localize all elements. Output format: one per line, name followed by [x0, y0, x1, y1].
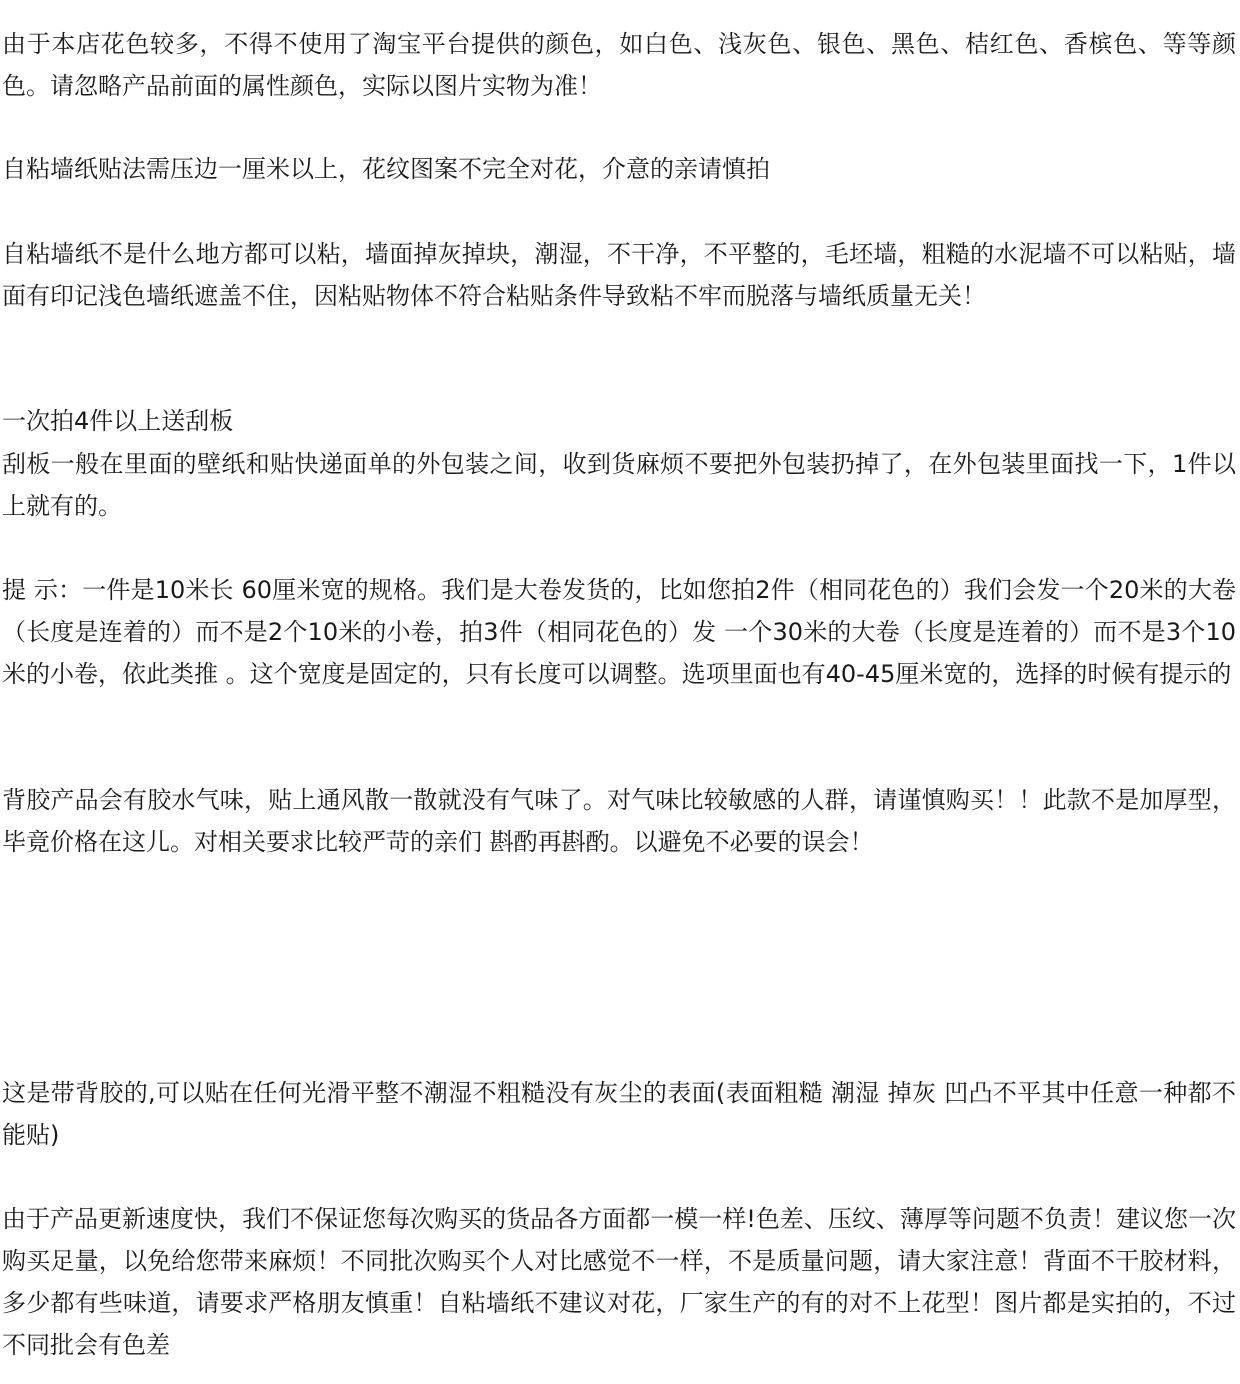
- notice-scraper-location: 刮板一般在里面的壁纸和贴快递面单的外包装之间，收到货麻烦不要把外包装扔掉了，在外包装里面找一下，1件以上就有的。: [2, 450, 1236, 520]
- notice-color-disclaimer: 由于本店花色较多，不得不使用了淘宝平台提供的颜色，如白色、浅灰色、银色、黑色、桔红色、香槟色、等等颜色。请忽略产品前面的属性颜色，实际以图片实物为准！: [2, 30, 1236, 100]
- notice-adhesive-odor: 背胶产品会有胶水气味，贴上通风散一散就没有气味了。对气味比较敏感的人群，请谨慎购买！！此款不是加厚型，毕竟价格在这儿。对相关要求比较严苛的亲们 斟酌再斟酌。以避免不必要的误会！: [2, 786, 1236, 856]
- notice-batch-variation: 由于产品更新速度快，我们不保证您每次购买的货品各方面都一模一样!色差、压纹、薄厚等问题不负责！建议您一次购买足量，以免给您带来麻烦！不同批次购买个人对比感觉不一样，不是质量问题，请大家注意！背面不干胶材料，多少都有些味道，请要求严格朋友慎重！自粘墙纸不建议对花，厂家生产的有的对不上花型！图片都是实拍的，不过不同批会有色差: [2, 1205, 1236, 1359]
- notice-free-scraper: 一次拍4件以上送刮板: [2, 407, 234, 435]
- notice-wall-conditions: 自粘墙纸不是什么地方都可以粘，墙面掉灰掉块，潮湿，不干净，不平整的，毛坯墙，粗糙的水泥墙不可以粘贴，墙面有印记浅色墙纸遮盖不住，因粘贴物体不符合粘贴条件导致粘不牢而脱落与墙纸质量无关！: [2, 240, 1236, 310]
- notice-roll-size-tip: 提 示：一件是10米长 60厘米宽的规格。我们是大卷发货的，比如您拍2件（相同花色的）我们会发一个20米的大卷（长度是连着的）而不是2个10米的小卷，拍3件（相同花色的）发 一个30米的大卷（长度是连着的）而不是3个10米的小卷，依此类推 。这个宽度是固定的，只有长度可以调整。选项里面也有40-45厘米宽的，选择的时候有提示的: [2, 576, 1236, 688]
- notice-overlap-pattern: 自粘墙纸贴法需压边一厘米以上，花纹图案不完全对花，介意的亲请慎拍: [2, 155, 770, 183]
- notice-surface-requirements: 这是带背胶的,可以贴在任何光滑平整不潮湿不粗糙没有灰尘的表面(表面粗糙 潮湿 掉灰 凹凸不平其中任意一种都不能贴): [2, 1079, 1236, 1149]
